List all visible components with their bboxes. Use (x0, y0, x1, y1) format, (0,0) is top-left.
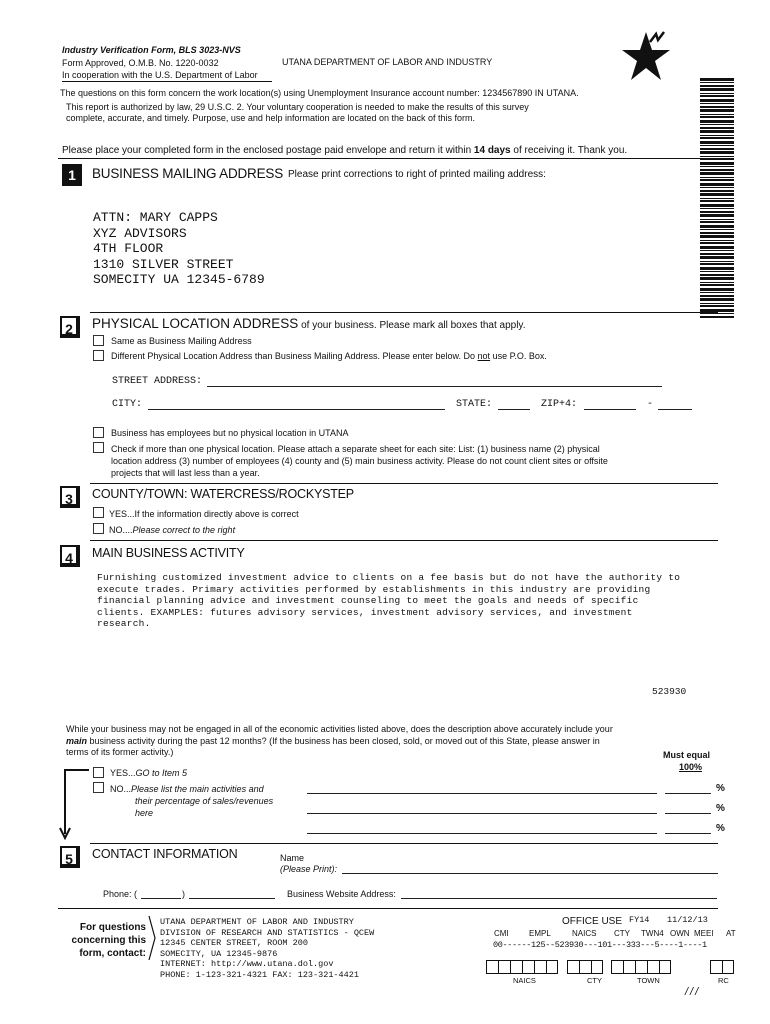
barcode-bar (700, 179, 734, 181)
section-3-title: COUNTY/TOWN: WATERCRESS/ROCKYSTEP (92, 487, 354, 501)
barcode-bar (700, 208, 734, 209)
town-boxes[interactable] (611, 960, 671, 974)
zip-label: ZIP+4: (541, 399, 578, 410)
barcode-bar (700, 313, 734, 314)
col-own: OWN (670, 929, 690, 938)
barcode-bar (700, 271, 734, 272)
must-equal-label: Must equal (663, 750, 711, 760)
cooperation-text: In cooperation with the U.S. Department of Labor (62, 70, 258, 80)
state-field[interactable] (498, 409, 530, 410)
naics-box-label: NAICS (513, 976, 536, 985)
barcode-bar (700, 225, 734, 228)
barcode-bar (700, 114, 734, 115)
brace-icon (146, 914, 158, 964)
barcode-bar (700, 106, 734, 108)
barcode-bar (700, 93, 734, 94)
barcode-bar (700, 284, 734, 286)
different-address-label: Different Physical Location Address than Business Mailing Address. Please enter below. Do not use P.O. Box. (111, 351, 547, 361)
col-meei: MEEI (694, 929, 714, 938)
barcode-bar (700, 229, 734, 230)
barcode-bar (700, 99, 734, 102)
phone-area-field[interactable] (141, 898, 181, 899)
barcode-bar (700, 124, 734, 125)
col-cmi: CMI (494, 929, 509, 938)
hundred-percent-label: 100% (679, 762, 703, 772)
multiple-locations-label: Check if more than one physical location. Please attach a separate sheet for each site: List: (1) business name (2) physical location address (3) number of employees (4) county and (5) main business activity. Please do not count client sites or offsite projects that will last less than a year. (111, 444, 608, 478)
town-box-label: TOWN (637, 976, 660, 985)
barcode-bar (700, 162, 734, 165)
barcode-bar (700, 88, 734, 91)
authority-line-1: This report is authorized by law, 29 U.S.C. 2. Your voluntary cooperation is needed to make the results of this survey (66, 102, 529, 112)
questions-contact-label: For questions concerning this form, contact: (71, 922, 146, 959)
return-instructions: Please place your completed form in the enclosed postage paid envelope and return it within 14 days of receiving it. Thank you. (62, 145, 628, 156)
website-field[interactable] (401, 898, 717, 899)
barcode-bar (700, 169, 734, 171)
cty-boxes[interactable] (567, 960, 603, 974)
col-twn4: TWN4 (641, 929, 664, 938)
barcode-bar (700, 232, 734, 234)
naics-boxes[interactable] (486, 960, 558, 974)
col-cty: CTY (614, 929, 630, 938)
section-2-title: PHYSICAL LOCATION ADDRESS of your business. Please mark all boxes that apply. (92, 316, 526, 331)
address-line: SOMECITY UA 12345-6789 (93, 272, 265, 287)
barcode-bar (700, 305, 734, 307)
barcode-bar (700, 120, 734, 123)
barcode-bar (700, 193, 734, 196)
barcode-bar (700, 267, 734, 270)
address-line: 4TH FLOOR (93, 241, 164, 256)
barcode-bar (700, 141, 734, 144)
section-4-number: 4 (60, 545, 80, 567)
percent-sign: % (716, 823, 725, 834)
section-1-number: 1 (62, 164, 82, 186)
barcode-bar (700, 292, 734, 293)
address-line: 1310 SILVER STREET (93, 256, 234, 272)
county-yes-checkbox[interactable] (93, 507, 104, 518)
barcode-bar (700, 242, 734, 244)
barcode-bar (700, 263, 734, 265)
phone-label: Phone: ( (103, 889, 138, 899)
county-yes-label: YES...If the information directly above is correct (109, 509, 299, 519)
barcode-bar (700, 156, 734, 157)
barcode-bar (700, 246, 734, 249)
barcode-bar (700, 130, 734, 133)
authority-line-2: complete, accurate, and timely. Purpose, use and help information are located on the back of this form. (66, 113, 476, 123)
barcode-bar (700, 235, 734, 238)
percent-field-3[interactable] (665, 833, 711, 834)
barcode-bar (700, 183, 734, 186)
barcode-bar (700, 82, 734, 83)
barcode-bar (700, 256, 734, 259)
barcode-bar (700, 198, 734, 199)
office-date: 11/12/13 (667, 915, 708, 925)
barcode-bar (700, 221, 734, 223)
mailing-address-block (93, 210, 265, 288)
rc-box-label: RC (718, 976, 729, 985)
phone-close-paren: ) (182, 889, 185, 899)
barcode-bar (700, 151, 734, 154)
barcode-bar (700, 298, 734, 301)
phone-number-field[interactable] (189, 898, 275, 899)
agency-contact-block: UTANA DEPARTMENT OF LABOR AND INDUSTRY DIVISION OF RESEARCH AND STATISTICS - QCEW 12345 CENTER STREET, ROOM 200 SOMECITY, UA 12345-9876 INTERNET: http://www.utana.dol.gov PHONE: 1-123-321-4321 FAX: 123-321-4421 (160, 917, 375, 980)
activity-field-3[interactable] (307, 833, 657, 834)
agency-name: UTANA DEPARTMENT OF LABOR AND INDUSTRY (282, 57, 493, 67)
barcode-bar (700, 78, 734, 81)
barcode-bar (700, 261, 734, 262)
state-label: STATE: (456, 399, 493, 410)
contact-name-hint: (Please Print): (280, 864, 338, 874)
barcode-bar (700, 109, 734, 112)
barcode-bar (700, 190, 734, 192)
city-field[interactable] (148, 409, 445, 410)
barcode-bar (700, 145, 734, 146)
col-empl: EMPL (529, 929, 551, 938)
slash-marks: /// (685, 986, 701, 998)
barcode-bar (700, 103, 734, 104)
contact-name-field[interactable] (342, 873, 718, 874)
county-no-checkbox[interactable] (93, 523, 104, 534)
cty-box-label: CTY (587, 976, 602, 985)
contact-name-label: Name (280, 853, 305, 863)
barcode-bar (700, 214, 734, 217)
office-use-label: OFFICE USE (562, 916, 623, 927)
activity-yes-checkbox[interactable] (93, 767, 104, 778)
activity-no-label: NO...Please list the main activities and their percentage of sales/revenues here (110, 784, 274, 818)
agency-star-logo-icon (620, 28, 672, 84)
barcode-bar (700, 200, 734, 202)
barcode-bar (700, 148, 734, 150)
same-as-mailing-label: Same as Business Mailing Address (111, 336, 252, 346)
bracket-arrow-icon (57, 766, 93, 842)
barcode-bar (700, 85, 734, 87)
form-title: Industry Verification Form, BLS 3023-NVS (62, 45, 241, 55)
street-address-label: STREET ADDRESS: (112, 376, 203, 387)
section-5-title: CONTACT INFORMATION (92, 847, 238, 861)
street-address-field[interactable] (207, 386, 662, 387)
section-3-number: 3 (60, 486, 80, 508)
activity-no-checkbox[interactable] (93, 782, 104, 793)
no-physical-location-checkbox[interactable] (93, 427, 104, 438)
zip-dash: - (647, 399, 654, 410)
barcode-bar (700, 127, 734, 129)
zip4-field[interactable] (658, 409, 692, 410)
section-4-title: MAIN BUSINESS ACTIVITY (92, 546, 245, 560)
address-line: ATTN: MARY CAPPS (93, 210, 218, 225)
percent-field-2[interactable] (665, 813, 711, 814)
barcode-bar (700, 277, 734, 280)
barcode-bar (700, 187, 734, 188)
barcode-bar (700, 219, 734, 220)
section-5-number: 5 (60, 846, 80, 868)
activity-description: Furnishing customized investment advice to clients on a fee basis but do not have the authority to execute trades. Primary activities performed by establishments in this industry are providing financial planning advice and investment counseling to meet the goals and needs of specific clients. EXAMPLES: futures advisory services, investment advisory services, and investment research. (97, 572, 681, 629)
barcode-bar (700, 116, 734, 118)
barcode-bar (700, 240, 734, 241)
barcode-icon (700, 78, 734, 323)
zip-field[interactable] (584, 409, 636, 410)
same-as-mailing-checkbox[interactable] (93, 335, 104, 346)
section-2-number: 2 (60, 316, 80, 338)
barcode-bar (700, 253, 734, 255)
barcode-bar (700, 135, 734, 136)
barcode-bar (700, 303, 734, 304)
activity-yes-label: YES...GO to Item 5 (110, 768, 188, 778)
percent-field-1[interactable] (665, 793, 711, 794)
barcode-bar (700, 172, 734, 175)
barcode-bar (700, 166, 734, 167)
barcode-bar (700, 282, 734, 283)
multiple-locations-checkbox[interactable] (93, 442, 104, 453)
barcode-bar (700, 204, 734, 207)
rc-boxes[interactable] (710, 960, 734, 974)
fiscal-year: FY14 (629, 915, 650, 925)
address-line: XYZ ADVISORS (93, 225, 187, 241)
percent-sign: % (716, 803, 725, 814)
questions-line: The questions on this form concern the work location(s) using Unemployment Insurance account number: 1234567890 IN UTANA. (60, 88, 579, 98)
barcode-bar (700, 274, 734, 276)
barcode-bar (700, 177, 734, 178)
col-at: AT (726, 929, 736, 938)
section-1-title: BUSINESS MAILING ADDRESS (92, 166, 284, 181)
website-label: Business Website Address: (287, 889, 396, 899)
omb-number: Form Approved, O.M.B. No. 1220-0032 (62, 58, 219, 68)
county-no-label: NO....Please correct to the right (109, 525, 236, 535)
office-codes: 00------125--523930---101---333---5----1----1 (493, 940, 707, 950)
barcode-bar (700, 211, 734, 213)
activity-field-2[interactable] (307, 813, 657, 814)
barcode-bar (700, 95, 734, 97)
barcode-bar (700, 250, 734, 251)
naics-code: 523930 (652, 686, 687, 697)
barcode-bar (700, 137, 734, 139)
percent-sign: % (716, 783, 725, 794)
col-naics: NAICS (572, 929, 597, 938)
city-label: CITY: (112, 399, 143, 410)
barcode-bar (700, 295, 734, 297)
activity-question: While your business may not be engaged in all of the economic activities listed above, does the description above accurately include your main business activity during the past 12 months? (If the business has been closed, sold, or moved out of this State, please answer in terms of its former activity.) (66, 724, 613, 757)
different-address-checkbox[interactable] (93, 350, 104, 361)
barcode-bar (700, 288, 734, 291)
mailing-note: Please print corrections to right of printed mailing address: (288, 169, 546, 180)
no-physical-location-label: Business has employees but no physical location in UTANA (111, 428, 349, 438)
barcode-bar (700, 316, 734, 318)
activity-field-1[interactable] (307, 793, 657, 794)
